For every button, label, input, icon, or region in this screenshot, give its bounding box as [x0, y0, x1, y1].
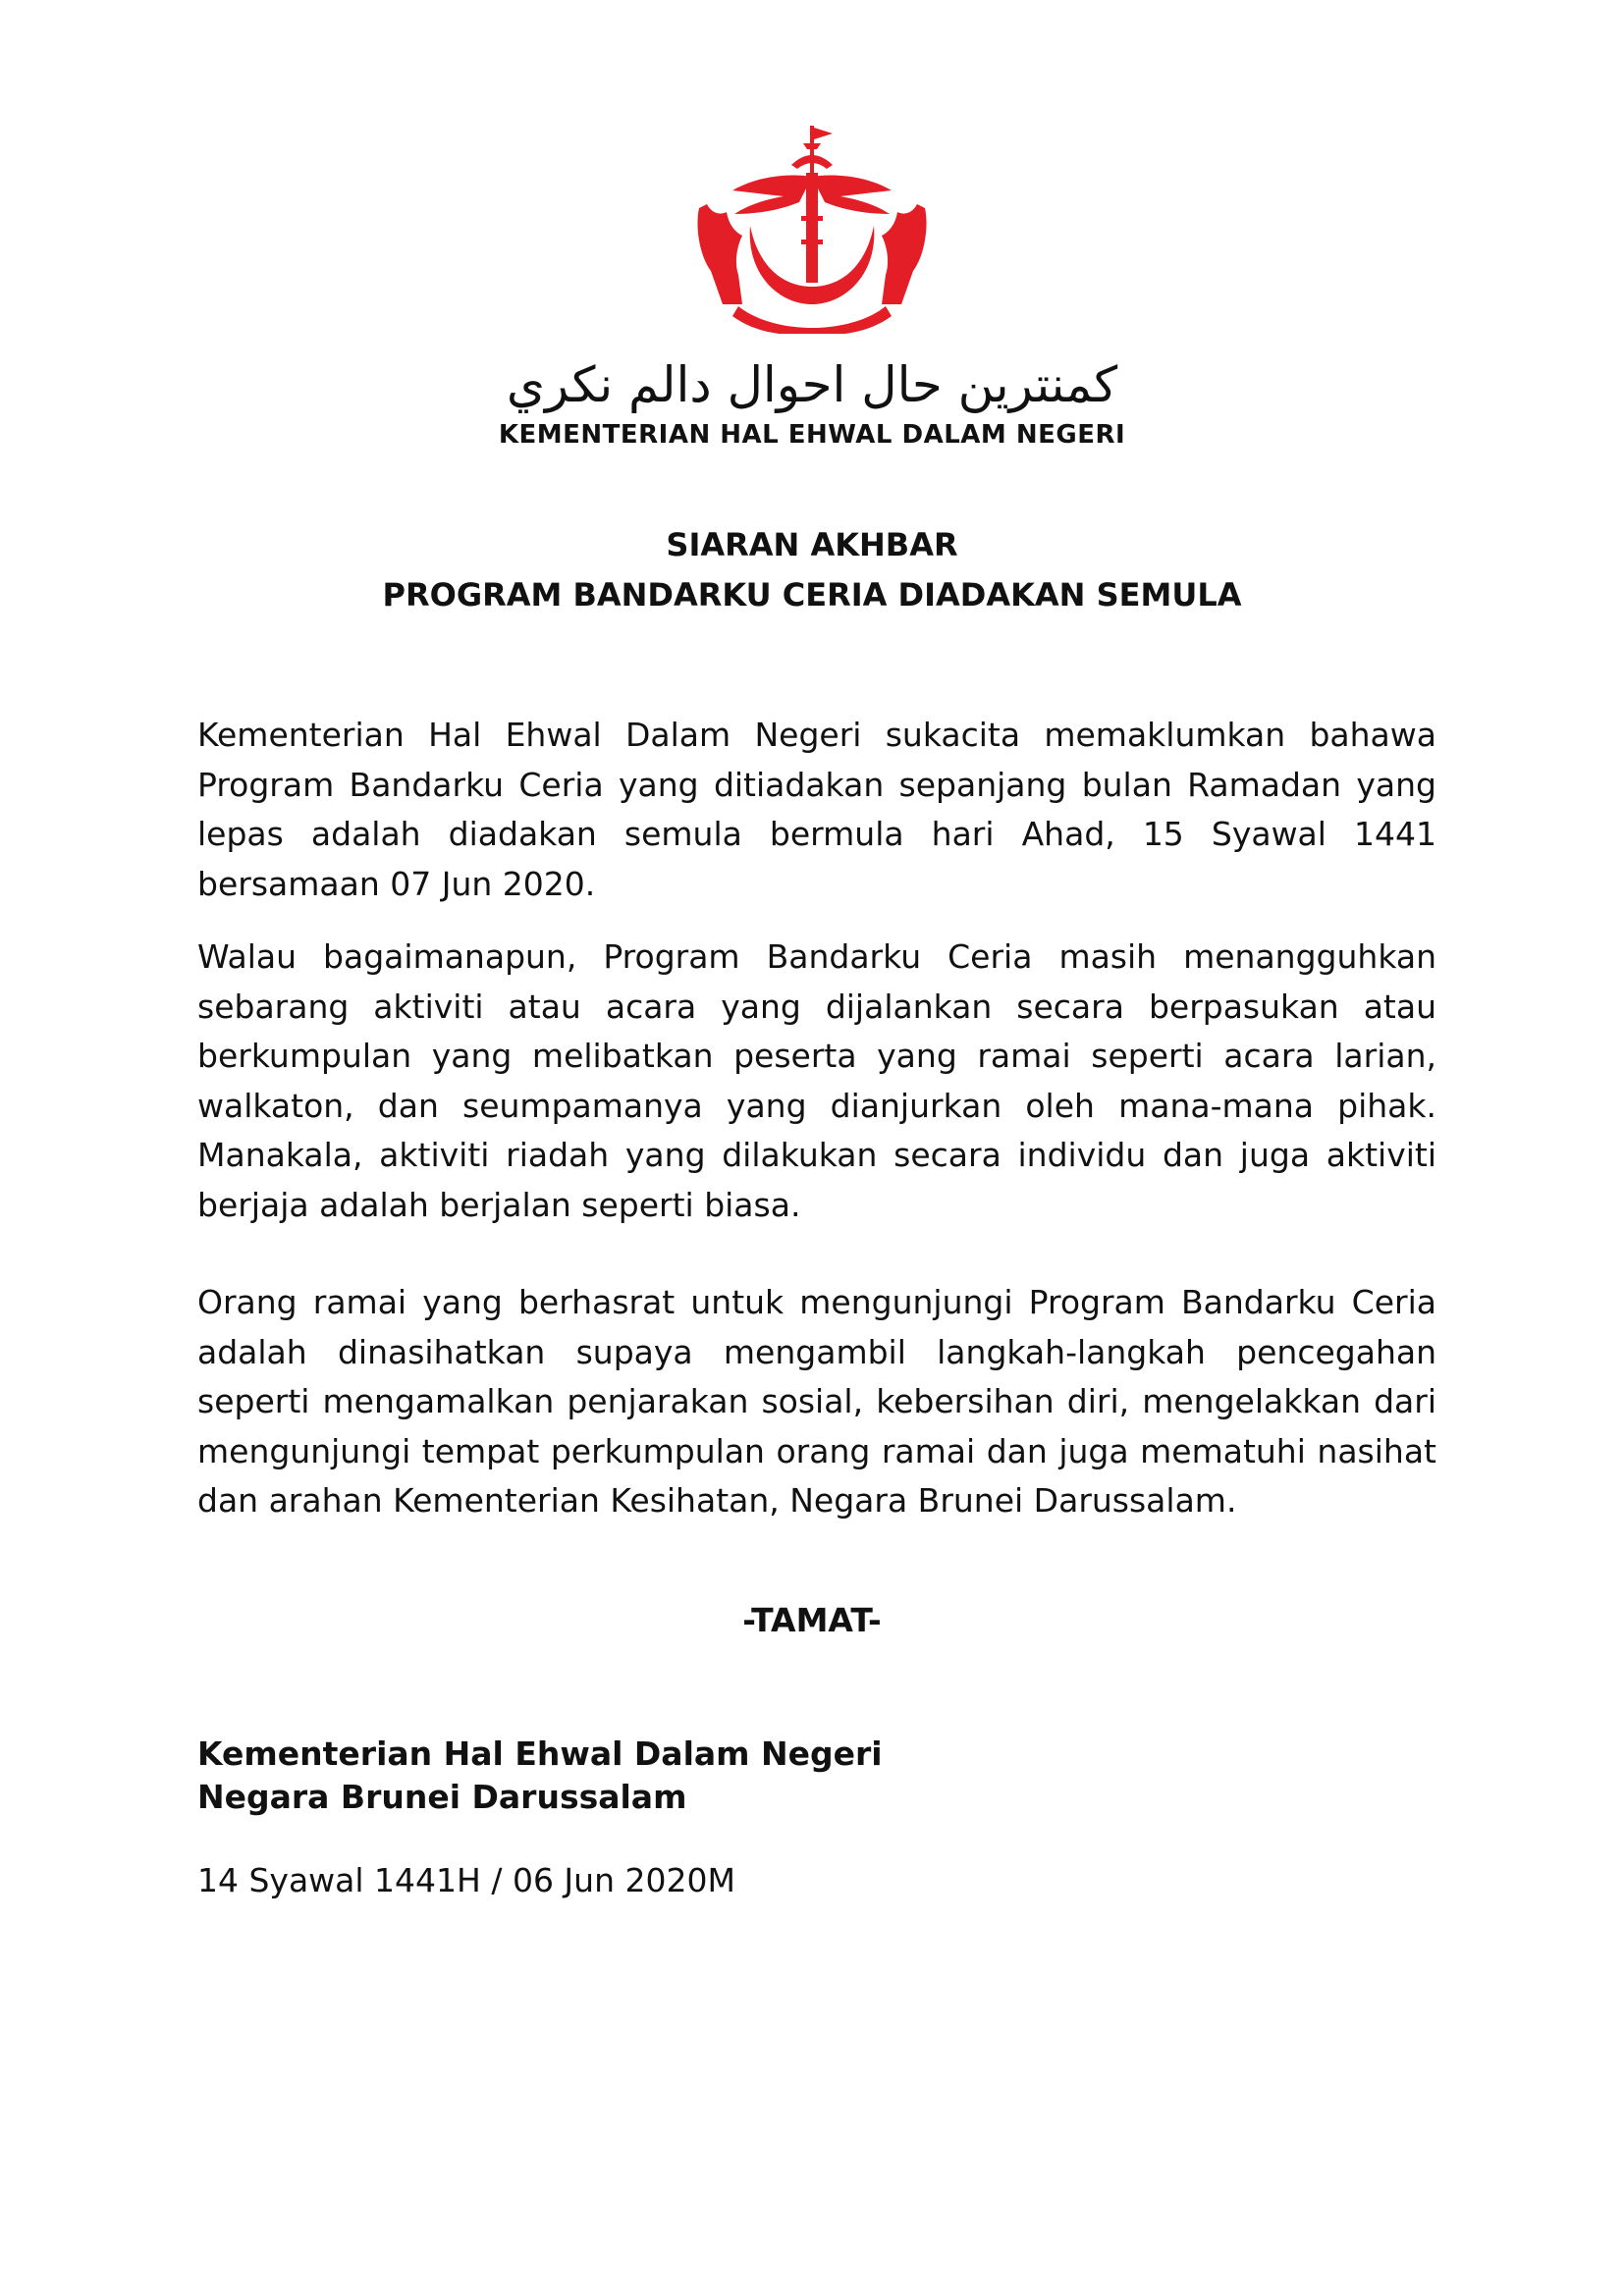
press-release-title: PROGRAM BANDARKU CERIA DIADAKAN SEMULA: [382, 576, 1242, 614]
body-paragraph: Orang ramai yang berhasrat untuk mengunjungi Program Bandarku Ceria adalah dinasihatkan supaya mengambil langkah-langkah pencegahan seperti mengamalkan penjarakan sosial, kebersihan diri, mengelakkan dari mengunjungi tempat perkumpulan orang ramai dan juga mematuhi nasihat dan arahan Kementerian Kesihatan, Negara Brunei Darussalam.: [197, 1283, 1436, 1520]
release-date: 14 Syawal 1441H / 06 Jun 2020M: [197, 1861, 735, 1899]
brunei-crest-icon: [689, 118, 935, 334]
body-paragraph: Kementerian Hal Ehwal Dalam Negeri sukacita memaklumkan bahawa Program Bandarku Ceria yang ditiadakan sepanjang bulan Ramadan yang lepas adalah diadakan semula bermula hari Ahad, 15 Syawal 1441 bersamaan 07 Jun 2020.: [197, 716, 1436, 903]
body-paragraph: Walau bagaimanapun, Program Bandarku Ceria masih menangguhkan sebarang aktiviti atau acara yang dijalankan secara berpasukan atau berkumpulan yang melibatkan peserta yang ramai seperti acara larian, walkaton, dan seumpamanya yang dianjurkan oleh mana-mana pihak. Manakala, aktiviti riadah yang dilakukan secara individu dan juga aktiviti berjaja adalah berjalan seperti biasa.: [197, 937, 1436, 1224]
signatory-ministry: Kementerian Hal Ehwal Dalam Negeri: [197, 1735, 883, 1773]
ministry-name-jawi: كمنترين حال احوال دالم نكري: [506, 356, 1118, 413]
signatory-country: Negara Brunei Darussalam: [197, 1778, 687, 1816]
document-type-heading: SIARAN AKHBAR: [666, 526, 958, 563]
end-mark: -TAMAT-: [742, 1601, 882, 1639]
ministry-name: KEMENTERIAN HAL EHWAL DALAM NEGERI: [498, 420, 1126, 450]
